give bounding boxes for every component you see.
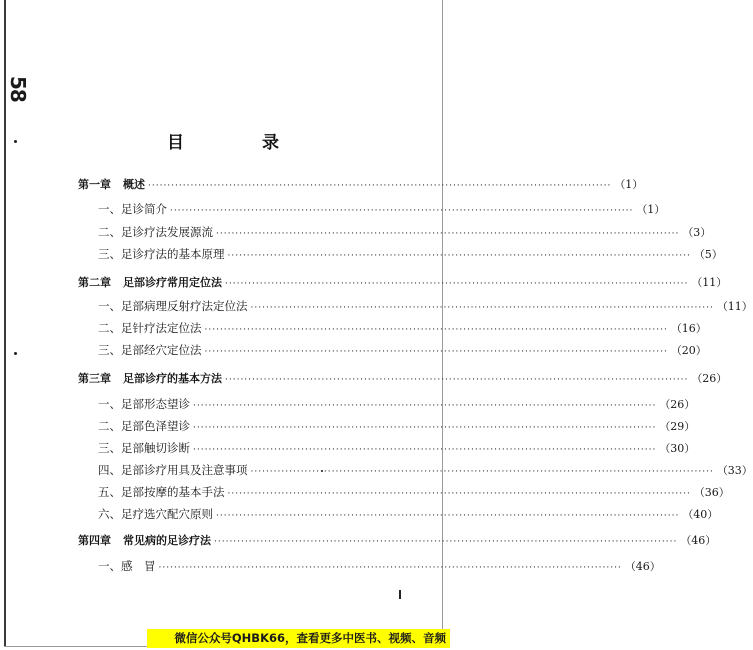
toc-entry-label: [78, 176, 145, 192]
toc-title: 目 录: [167, 133, 315, 153]
scan-speck: [14, 352, 17, 355]
toc-chapter-entry[interactable]: [78, 274, 728, 290]
toc-page-number: （16）: [670, 322, 707, 335]
chapter-title: 足部诊疗常用定位法: [123, 276, 222, 289]
dot-leader: ························································································································: [193, 445, 657, 455]
toc-entry-label: 二、足诊疗法发展源流: [98, 225, 213, 239]
toc-page-number: （1）: [614, 178, 644, 191]
toc-section-entry[interactable]: [78, 440, 696, 456]
chapter-title: 概述: [123, 178, 145, 191]
toc-page-number: （30）: [659, 442, 696, 455]
toc-page-number: （46）: [624, 560, 661, 573]
chapter-number: 第二章: [78, 276, 111, 289]
dot-leader: ························································································································: [216, 511, 680, 521]
dot-leader: ························································································································: [225, 279, 689, 289]
toc-page-number: （33）: [716, 464, 753, 477]
dot-leader: ························································································································: [193, 423, 657, 433]
dot-leader: ························································································································: [204, 347, 668, 357]
toc-entry-label: 六、足疗选穴配穴原则: [98, 507, 213, 521]
dot-leader: ························································································································: [170, 206, 634, 216]
toc-entry-label: 四、足部诊疗用具及注意事项: [98, 463, 248, 477]
toc-page-number: （3）: [682, 226, 712, 239]
dot-leader: ························································································································: [148, 181, 612, 191]
chapter-number: 第四章: [78, 534, 111, 547]
toc-section-entry[interactable]: [78, 558, 661, 574]
toc-entry-label: 一、足部病理反射疗法定位法: [98, 299, 248, 313]
toc-section-entry[interactable]: [78, 224, 712, 240]
toc-page-number: （26）: [691, 372, 728, 385]
chapter-number: 第一章: [78, 178, 111, 191]
toc-entry-label: 二、足部色泽望诊: [98, 419, 190, 433]
toc-section-entry[interactable]: [78, 298, 753, 314]
side-page-number: 58: [6, 76, 30, 102]
toc-entry-label: 三、足部经穴定位法: [98, 343, 202, 357]
toc-entry-label: [78, 370, 222, 386]
wechat-banner[interactable]: 微信公众号QHBK66，查看更多中医书、视频、音频: [147, 629, 450, 648]
toc-page-number: （20）: [670, 344, 707, 357]
chapter-title: 足部诊疗的基本方法: [123, 372, 222, 385]
chapter-title: 常见病的足诊疗法: [123, 534, 211, 547]
toc-entry-label: 三、足部触切诊断: [98, 441, 190, 455]
toc-page-number: （1）: [636, 203, 666, 216]
dot-leader: ························································································································: [250, 467, 714, 477]
toc-section-entry[interactable]: [78, 320, 707, 336]
toc-section-entry[interactable]: [78, 342, 707, 358]
toc-entry-label: 一、足部形态望诊: [98, 397, 190, 411]
toc-chapter-entry[interactable]: [78, 370, 728, 386]
toc-chapter-entry[interactable]: [78, 176, 644, 192]
toc-page-number: （5）: [693, 248, 723, 261]
toc-page-number: （40）: [682, 508, 719, 521]
toc-section-entry[interactable]: [78, 418, 696, 434]
scan-mark: [399, 590, 401, 599]
dot-leader: ························································································································: [214, 537, 678, 547]
toc-section-entry[interactable]: [78, 246, 723, 262]
dot-leader: ························································································································: [158, 563, 622, 573]
dot-leader: ························································································································: [227, 489, 691, 499]
toc-entry-label: 一、感 冒: [98, 559, 156, 573]
toc-entry-label: 一、足诊简介: [98, 202, 167, 216]
dot-leader: ························································································································: [250, 303, 714, 313]
toc-entry-label: 三、足诊疗法的基本原理: [98, 247, 225, 261]
toc-page-number: （11）: [716, 300, 753, 313]
toc-entry-label: [78, 274, 222, 290]
toc-section-entry[interactable]: [78, 462, 753, 478]
dot-leader: ························································································································: [227, 251, 691, 261]
scanned-page: [4, 0, 753, 647]
toc-section-entry[interactable]: [78, 506, 719, 522]
toc-page-number: （46）: [680, 534, 717, 547]
toc-chapter-entry[interactable]: [78, 532, 717, 548]
dot-leader: ························································································································: [204, 325, 668, 335]
toc-section-entry[interactable]: [78, 396, 696, 412]
dot-leader: ························································································································: [216, 229, 680, 239]
toc-section-entry[interactable]: [78, 484, 730, 500]
toc-entry-label: 五、足部按摩的基本手法: [98, 485, 225, 499]
dot-leader: ························································································································: [193, 401, 657, 411]
toc-section-entry[interactable]: [78, 201, 666, 217]
toc-page-number: （26）: [659, 398, 696, 411]
dot-leader: ························································································································: [225, 375, 689, 385]
toc-page-number: （36）: [693, 486, 730, 499]
toc-page-number: （11）: [691, 276, 728, 289]
toc-page-number: （29）: [659, 420, 696, 433]
chapter-number: 第三章: [78, 372, 111, 385]
toc-entry-label: [78, 532, 211, 548]
toc-entry-label: 二、足针疗法定位法: [98, 321, 202, 335]
